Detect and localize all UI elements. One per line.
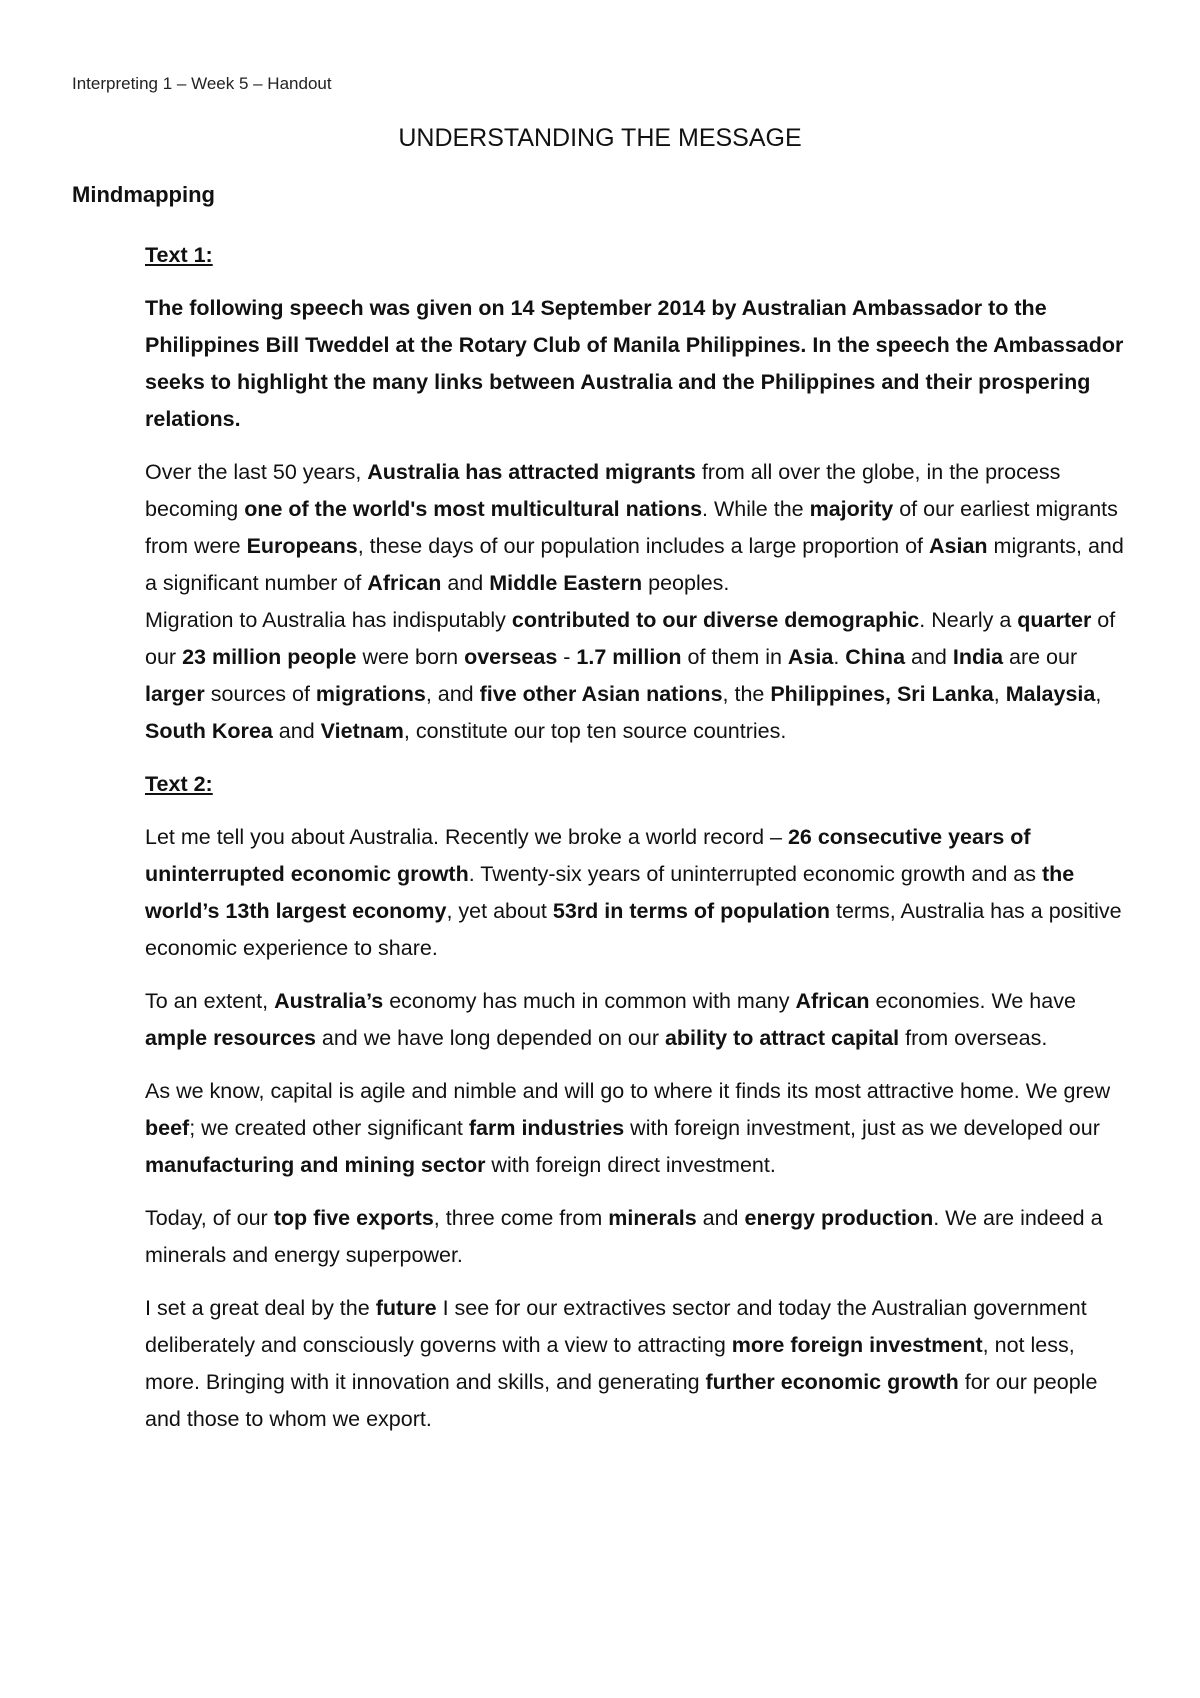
text1-paragraph [145, 602, 1135, 750]
text2-paragraph [145, 1073, 1135, 1184]
text-run: I set a great deal by the [145, 1296, 376, 1320]
text1-heading: Text 1: [145, 243, 213, 267]
text2-paragraph [145, 1200, 1135, 1274]
text-run: terms, Australia has a positive economic experience to share. [145, 899, 1122, 960]
emphasized-text: ability to attract capital [664, 1026, 900, 1050]
emphasized-text: five other Asian nations [479, 682, 723, 706]
text-run: , and [425, 682, 480, 706]
text-run: Today, of our [145, 1206, 274, 1230]
emphasized-text: Malaysia [1005, 682, 1096, 706]
emphasized-text: farm industries [468, 1116, 625, 1140]
text2-paragraph [145, 819, 1135, 967]
text-run: - [557, 645, 577, 669]
emphasized-text: beef [145, 1116, 190, 1140]
text-run: and [696, 1206, 745, 1230]
text-run: . We are indeed a minerals and energy superpower. [145, 1206, 1103, 1267]
emphasized-text: more foreign investment [731, 1333, 983, 1357]
document-body [145, 237, 1135, 1454]
text-run: . While the [702, 497, 810, 521]
emphasized-text: Asia [787, 645, 834, 669]
text-run: , [993, 682, 1006, 706]
text-run: . Nearly a [919, 608, 1018, 632]
text-run: I see for our extractives sector and today the Australian government deliberately and consciously governs with a view to attracting [145, 1296, 1087, 1357]
text-run: migrants, and a significant number of [145, 534, 1124, 595]
text-run: of our earliest migrants from were [145, 497, 1118, 558]
text-run: with foreign investment, just as we developed our [624, 1116, 1100, 1140]
emphasized-text: Middle Eastern [489, 571, 643, 595]
emphasized-text: quarter [1017, 608, 1092, 632]
emphasized-text: larger [145, 682, 205, 706]
emphasized-text: majority [809, 497, 894, 521]
emphasized-text: contributed to our diverse demographic [511, 608, 920, 632]
text1-intro: The following speech was given on 14 September 2014 by Australian Ambassador to the Philippines Bill Tweddel at the Rotary Club of Manila Philippines. In the speech the Ambassador seeks to highlight the many links between Australia and the Philippines and their prospering relations. [145, 296, 1124, 431]
text-run: with foreign direct investment. [485, 1153, 776, 1177]
text-run: , the [722, 682, 771, 706]
text-run: , these days of our population includes a large proportion of [357, 534, 930, 558]
text-run: To an extent, [145, 989, 275, 1013]
text-run: Over the last 50 years, [145, 460, 368, 484]
emphasized-text: Philippines, Sri Lanka [770, 682, 994, 706]
text-run: from all over the globe, in the process becoming [145, 460, 1061, 521]
emphasized-text: 1.7 million [576, 645, 682, 669]
emphasized-text: 53rd in terms of population [552, 899, 831, 923]
text-run: were born [356, 645, 465, 669]
text-run: , yet about [446, 899, 553, 923]
emphasized-text: African [367, 571, 442, 595]
emphasized-text: the world’s 13th largest economy [145, 862, 1075, 923]
text2-paragraph [145, 1290, 1135, 1438]
emphasized-text: African [795, 989, 870, 1013]
text-run: for our people and those to whom we export. [145, 1370, 1098, 1431]
text-run: economies. We have [869, 989, 1076, 1013]
text-run: peoples. [642, 571, 730, 595]
text-run: and [905, 645, 953, 669]
section-heading-mindmapping: Mindmapping [72, 182, 215, 207]
emphasized-text: manufacturing and mining sector [145, 1153, 486, 1177]
text-run: , [1095, 682, 1102, 706]
emphasized-text: India [952, 645, 1004, 669]
text-run: Let me tell you about Australia. Recently we broke a world record – [145, 825, 788, 849]
text-run: As we know, capital is agile and nimble and will go to where it finds its most attractive home. We grew [145, 1079, 1111, 1103]
text-run: of them in [681, 645, 788, 669]
text-run: and we have long depended on our [315, 1026, 665, 1050]
text-run: , not less, more. Bringing with it innovation and skills, and generating [145, 1333, 1075, 1394]
running-header: Interpreting 1 – Week 5 – Handout [72, 74, 332, 93]
text2-paragraph [145, 983, 1135, 1057]
emphasized-text: 23 million people [182, 645, 357, 669]
text-run: . [833, 645, 846, 669]
text-run: economy has much in common with many [383, 989, 796, 1013]
emphasized-text: Europeans [246, 534, 358, 558]
emphasized-text: further economic growth [705, 1370, 959, 1394]
text-run: , three come from [433, 1206, 609, 1230]
emphasized-text: 26 consecutive years of uninterrupted economic growth [145, 825, 1031, 886]
text-run: and [272, 719, 321, 743]
emphasized-text: Australia has attracted migrants [367, 460, 696, 484]
text-run: from overseas. [899, 1026, 1048, 1050]
text-run: sources of [204, 682, 316, 706]
emphasized-text: Vietnam [320, 719, 404, 743]
emphasized-text: migrations [315, 682, 426, 706]
emphasized-text: overseas [464, 645, 558, 669]
document-title: UNDERSTANDING THE MESSAGE [398, 124, 802, 152]
emphasized-text: China [845, 645, 906, 669]
text1-paragraph [145, 454, 1135, 602]
text-run: are our [1003, 645, 1078, 669]
emphasized-text: ample resources [145, 1026, 316, 1050]
text-run: , constitute our top ten source countries. [403, 719, 787, 743]
emphasized-text: top five exports [273, 1206, 434, 1230]
emphasized-text: one of the world's most multicultural nations [244, 497, 703, 521]
emphasized-text: minerals [608, 1206, 697, 1230]
emphasized-text: South Korea [145, 719, 273, 743]
text-run: of our [145, 608, 1116, 669]
text2-heading: Text 2: [145, 772, 213, 796]
text-run: ; we created other significant [189, 1116, 469, 1140]
text-run: and [441, 571, 490, 595]
emphasized-text: Australia’s [274, 989, 384, 1013]
emphasized-text: energy production [744, 1206, 934, 1230]
emphasized-text: Asian [929, 534, 988, 558]
text-run: . Twenty-six years of uninterrupted economic growth and as [468, 862, 1042, 886]
text-run: Migration to Australia has indisputably [145, 608, 512, 632]
emphasized-text: future [375, 1296, 437, 1320]
